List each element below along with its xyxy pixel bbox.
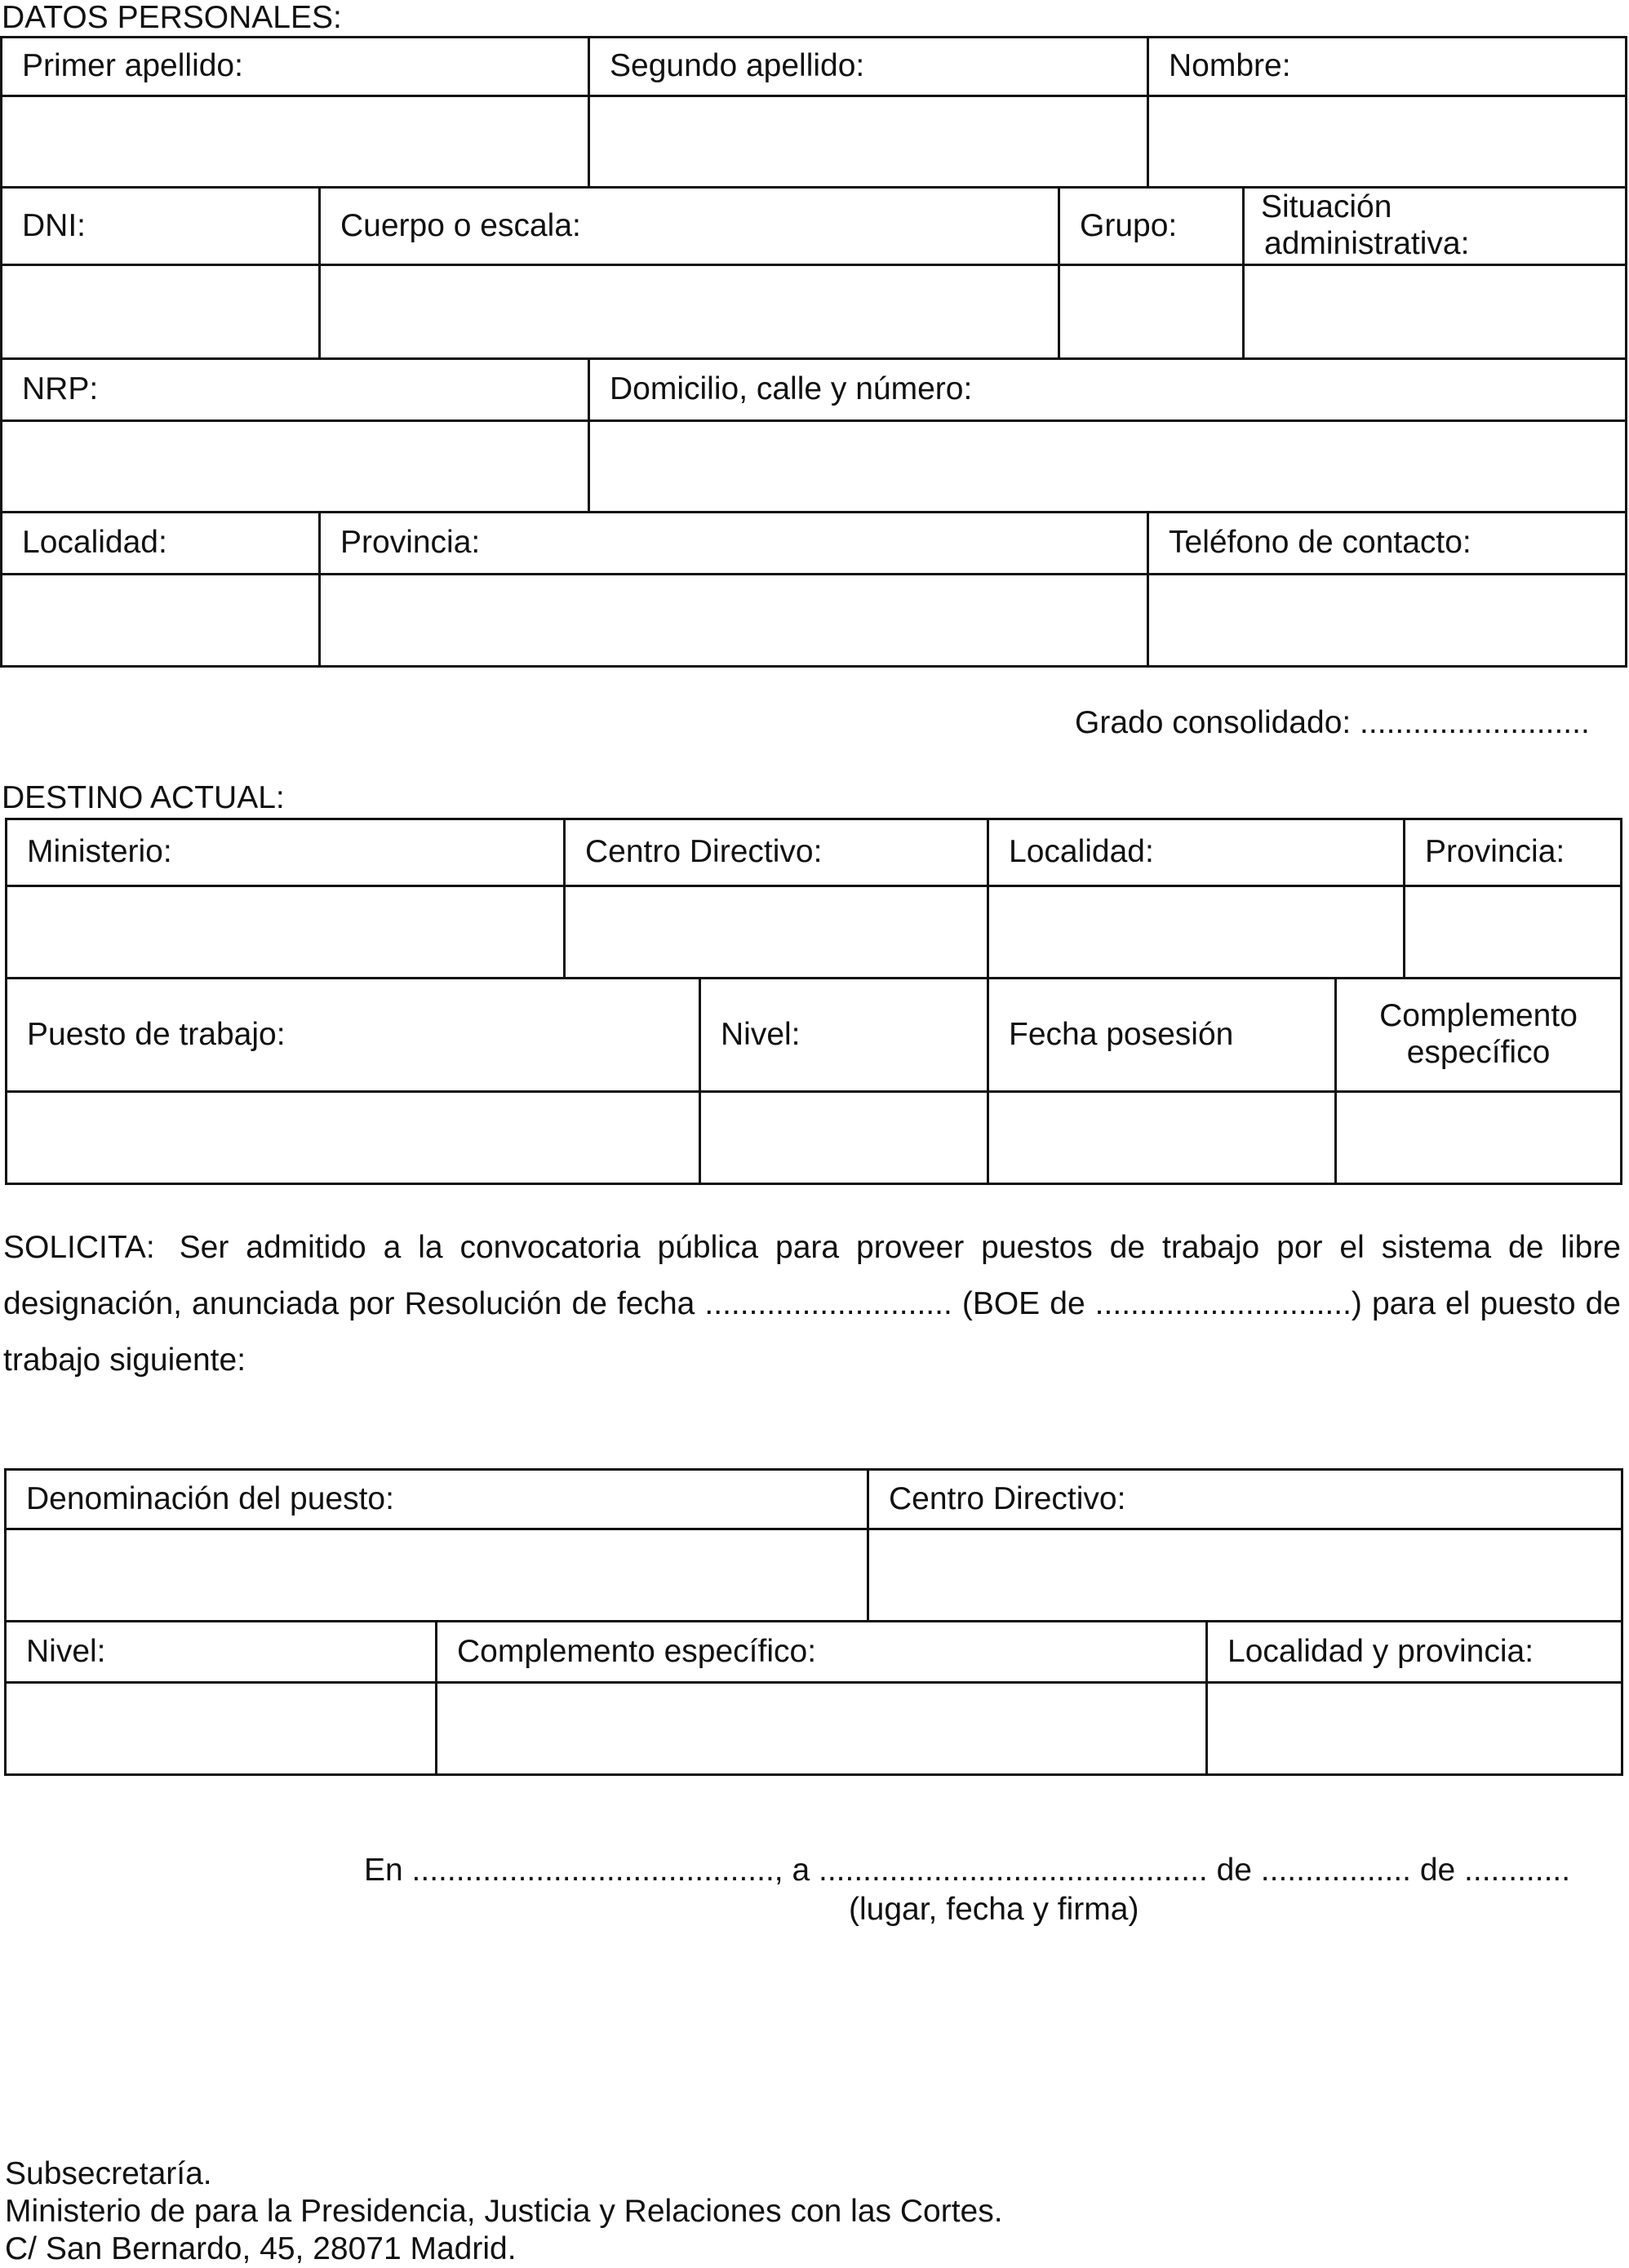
- label-primer-apellido: Primer apellido:: [22, 48, 243, 84]
- label-complemento-solicitado: Complemento específico:: [457, 1633, 817, 1669]
- field-complemento-especifico[interactable]: [1337, 1093, 1620, 1183]
- label-cuerpo-escala: Cuerpo o escala:: [340, 207, 581, 243]
- field-domicilio[interactable]: [590, 422, 1625, 511]
- field-segundo-apellido[interactable]: [590, 97, 1147, 186]
- field-denominacion-puesto[interactable]: [7, 1530, 867, 1620]
- solicita-text: Ser admitido a la convocatoria pública para proveer puestos de trabajo por el sistema de libre designación, anunciada por Resolución de fecha ............................ (BOE de .............................) para el puesto de trabajo siguiente:: [3, 1230, 1621, 1378]
- field-nivel-destino[interactable]: [701, 1093, 987, 1183]
- section-heading-datos-personales: DATOS PERSONALES:: [2, 0, 342, 35]
- firma-caption: (lugar, fecha y firma): [849, 1892, 1139, 1927]
- section-heading-destino-actual: DESTINO ACTUAL:: [2, 780, 285, 815]
- field-provincia-destino[interactable]: [1405, 887, 1620, 977]
- label-dni: DNI:: [22, 207, 86, 243]
- label-nivel-solicitado: Nivel:: [26, 1633, 106, 1669]
- firma-line: En ........................................., a ............................................ de ................. de ............: [364, 1853, 1571, 1888]
- field-provincia[interactable]: [321, 575, 1147, 665]
- label-situacion-administrativa: [1245, 189, 1625, 264]
- field-localidad[interactable]: [2, 575, 318, 665]
- field-ministerio[interactable]: [7, 887, 563, 977]
- label-centro-directivo: Centro Directivo:: [585, 834, 823, 870]
- label-localidad-provincia: Localidad y provincia:: [1227, 1633, 1534, 1669]
- datos-personales-table: [0, 36, 1629, 669]
- label-segundo-apellido: Segundo apellido:: [610, 48, 865, 84]
- footer-address: [5, 2155, 1003, 2268]
- label-denominacion-puesto: Denominación del puesto:: [26, 1480, 394, 1516]
- grado-consolidado: Grado consolidado: ..........................: [1075, 705, 1590, 740]
- field-cuerpo-escala[interactable]: [321, 266, 1058, 357]
- field-nrp[interactable]: [2, 422, 588, 511]
- field-puesto-trabajo[interactable]: [7, 1093, 699, 1183]
- label-nrp: NRP:: [22, 371, 99, 407]
- solicita-label: SOLICITA:: [3, 1230, 155, 1265]
- field-centro-directivo-solicitado[interactable]: [869, 1530, 1621, 1620]
- field-nombre[interactable]: [1149, 97, 1625, 186]
- label-complemento-line2: específico: [1406, 1035, 1551, 1070]
- field-centro-directivo[interactable]: [566, 887, 987, 977]
- label-domicilio: Domicilio, calle y número:: [610, 371, 973, 407]
- label-grupo: Grupo:: [1080, 207, 1178, 243]
- field-fecha-posesion[interactable]: [989, 1093, 1334, 1183]
- label-ministerio: Ministerio:: [27, 834, 172, 870]
- label-puesto-trabajo: Puesto de trabajo:: [27, 1016, 286, 1052]
- puesto-solicitado-table: [4, 1468, 1625, 1778]
- label-nivel-destino: Nivel:: [721, 1016, 801, 1052]
- label-situacion-line1: Situación: [1261, 189, 1392, 225]
- field-complemento-solicitado[interactable]: [437, 1684, 1205, 1773]
- solicita-paragraph: [3, 1219, 1621, 1388]
- label-telefono: Teléfono de contacto:: [1169, 525, 1471, 561]
- label-complemento-line1: Complemento: [1379, 998, 1578, 1034]
- field-nivel-solicitado[interactable]: [7, 1684, 435, 1773]
- label-localidad-destino: Localidad:: [1009, 834, 1154, 870]
- label-complemento-especifico: [1337, 979, 1620, 1090]
- field-situacion-administrativa[interactable]: [1245, 266, 1625, 357]
- label-situacion-line2: administrativa:: [1264, 226, 1470, 261]
- label-fecha-posesion: Fecha posesión: [1009, 1016, 1234, 1052]
- footer-line-ministerio: Ministerio de para la Presidencia, Justicia y Relaciones con las Cortes.: [5, 2194, 1003, 2229]
- field-grupo[interactable]: [1060, 266, 1242, 357]
- field-localidad-provincia[interactable]: [1208, 1684, 1621, 1773]
- label-centro-directivo-solicitado: Centro Directivo:: [889, 1480, 1126, 1516]
- footer-line-direccion: C/ San Bernardo, 45, 28071 Madrid.: [5, 2231, 517, 2266]
- footer-line-subsecretaria: Subsecretaría.: [5, 2156, 212, 2191]
- field-dni[interactable]: [2, 266, 318, 357]
- label-nombre: Nombre:: [1169, 48, 1291, 84]
- destino-actual-table: [5, 818, 1624, 1187]
- label-provincia: Provincia:: [340, 525, 481, 561]
- field-localidad-destino[interactable]: [989, 887, 1403, 977]
- label-provincia-destino: Provincia:: [1425, 834, 1565, 870]
- field-primer-apellido[interactable]: [2, 97, 588, 186]
- label-localidad: Localidad:: [22, 525, 167, 561]
- field-telefono[interactable]: [1149, 575, 1625, 665]
